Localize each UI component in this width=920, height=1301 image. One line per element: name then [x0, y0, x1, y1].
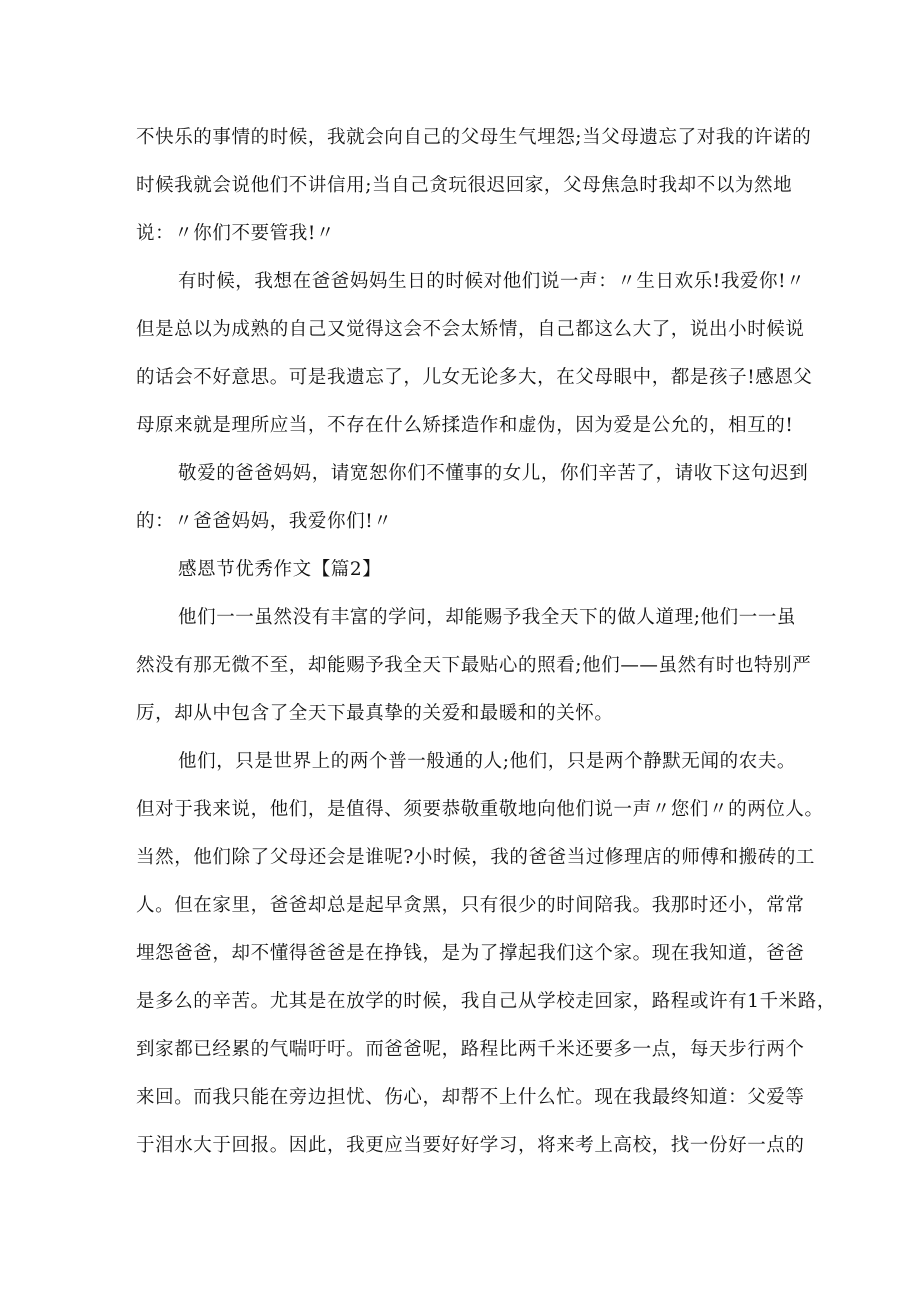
paragraph-first-line: 他们一一虽然没有丰富的学问，却能赐予我全天下的做人道理;他们一一虽 — [178, 607, 797, 628]
section-heading: 感恩节优秀作文【篇2】 — [178, 559, 382, 580]
text-line: 说：〃你们不要管我!〃 — [136, 223, 336, 244]
text-line: 母原来就是理所应当，不存在什么矫揉造作和虚伪，因为爱是公允的，相互的! — [136, 415, 794, 436]
text-line: 人。但在家里，爸爸却总是起早贪黑，只有很少的时间陪我。我那时还小，常常 — [136, 895, 805, 916]
text-line: 当然，他们除了父母还会是谁呢?小时候，我的爸爸当过修理店的师傅和搬砖的工 — [136, 847, 816, 868]
text-line: 厉，却从中包含了全天下最真挚的关爱和最暖和的关怀。 — [136, 703, 614, 724]
text-line: 到家都已经累的气喘吁吁。而爸爸呢，路程比两千米还要多一点，每天步行两个 — [136, 1039, 805, 1060]
text-line: 于泪水大于回报。因此，我更应当要好好学习，将来考上高校，找一份好一点的 — [136, 1135, 805, 1156]
paragraph-first-line: 有时候，我想在爸爸妈妈生日的时候对他们说一声：〃生日欢乐!我爱你!〃 — [178, 271, 806, 292]
text-line: 埋怨爸爸，却不懂得爸爸是在挣钱，是为了撑起我们这个家。现在我知道，爸爸 — [136, 943, 805, 964]
text-line: 不快乐的事情的时候，我就会向自己的父母生气埋怨;当父母遗忘了对我的许诺的 — [136, 127, 812, 148]
paragraph-first-line: 敬爱的爸爸妈妈，请宽恕你们不懂事的女儿，你们辛苦了，请收下这句迟到 — [178, 463, 809, 484]
text-line: 时候我就会说他们不讲信用;当自己贪玩很迟回家，父母焦急时我却不以为然地 — [136, 175, 793, 196]
text-line: 来回。而我只能在旁边担忧、伤心，却帮不上什么忙。现在我最终知道：父爱等 — [136, 1087, 805, 1108]
text-line: 的：〃爸爸妈妈，我爱你们!〃 — [136, 511, 393, 532]
text-line: 是多么的辛苦。尤其是在放学的时候，我自己从学校走回家，路程或许有1千米路， — [136, 991, 836, 1012]
text-line: 但是总以为成熟的自己又觉得这会不会太矫情，自己都这么大了，说出小时候说 — [136, 319, 805, 340]
paragraph-first-line: 他们，只是世界上的两个普一般通的人;他们，只是两个静默无闻的农夫。 — [178, 751, 797, 772]
text-line: 然没有那无微不至，却能赐予我全天下最贴心的照看;他们——虽然有时也特别严 — [136, 655, 812, 676]
text-line: 的话会不好意思。可是我遗忘了，儿女无论多大，在父母眼中，都是孩子!感恩父 — [136, 367, 813, 388]
text-line: 但对于我来说，他们，是值得、须要恭敬重敬地向他们说一声〃您们〃的两位人。 — [136, 799, 824, 820]
